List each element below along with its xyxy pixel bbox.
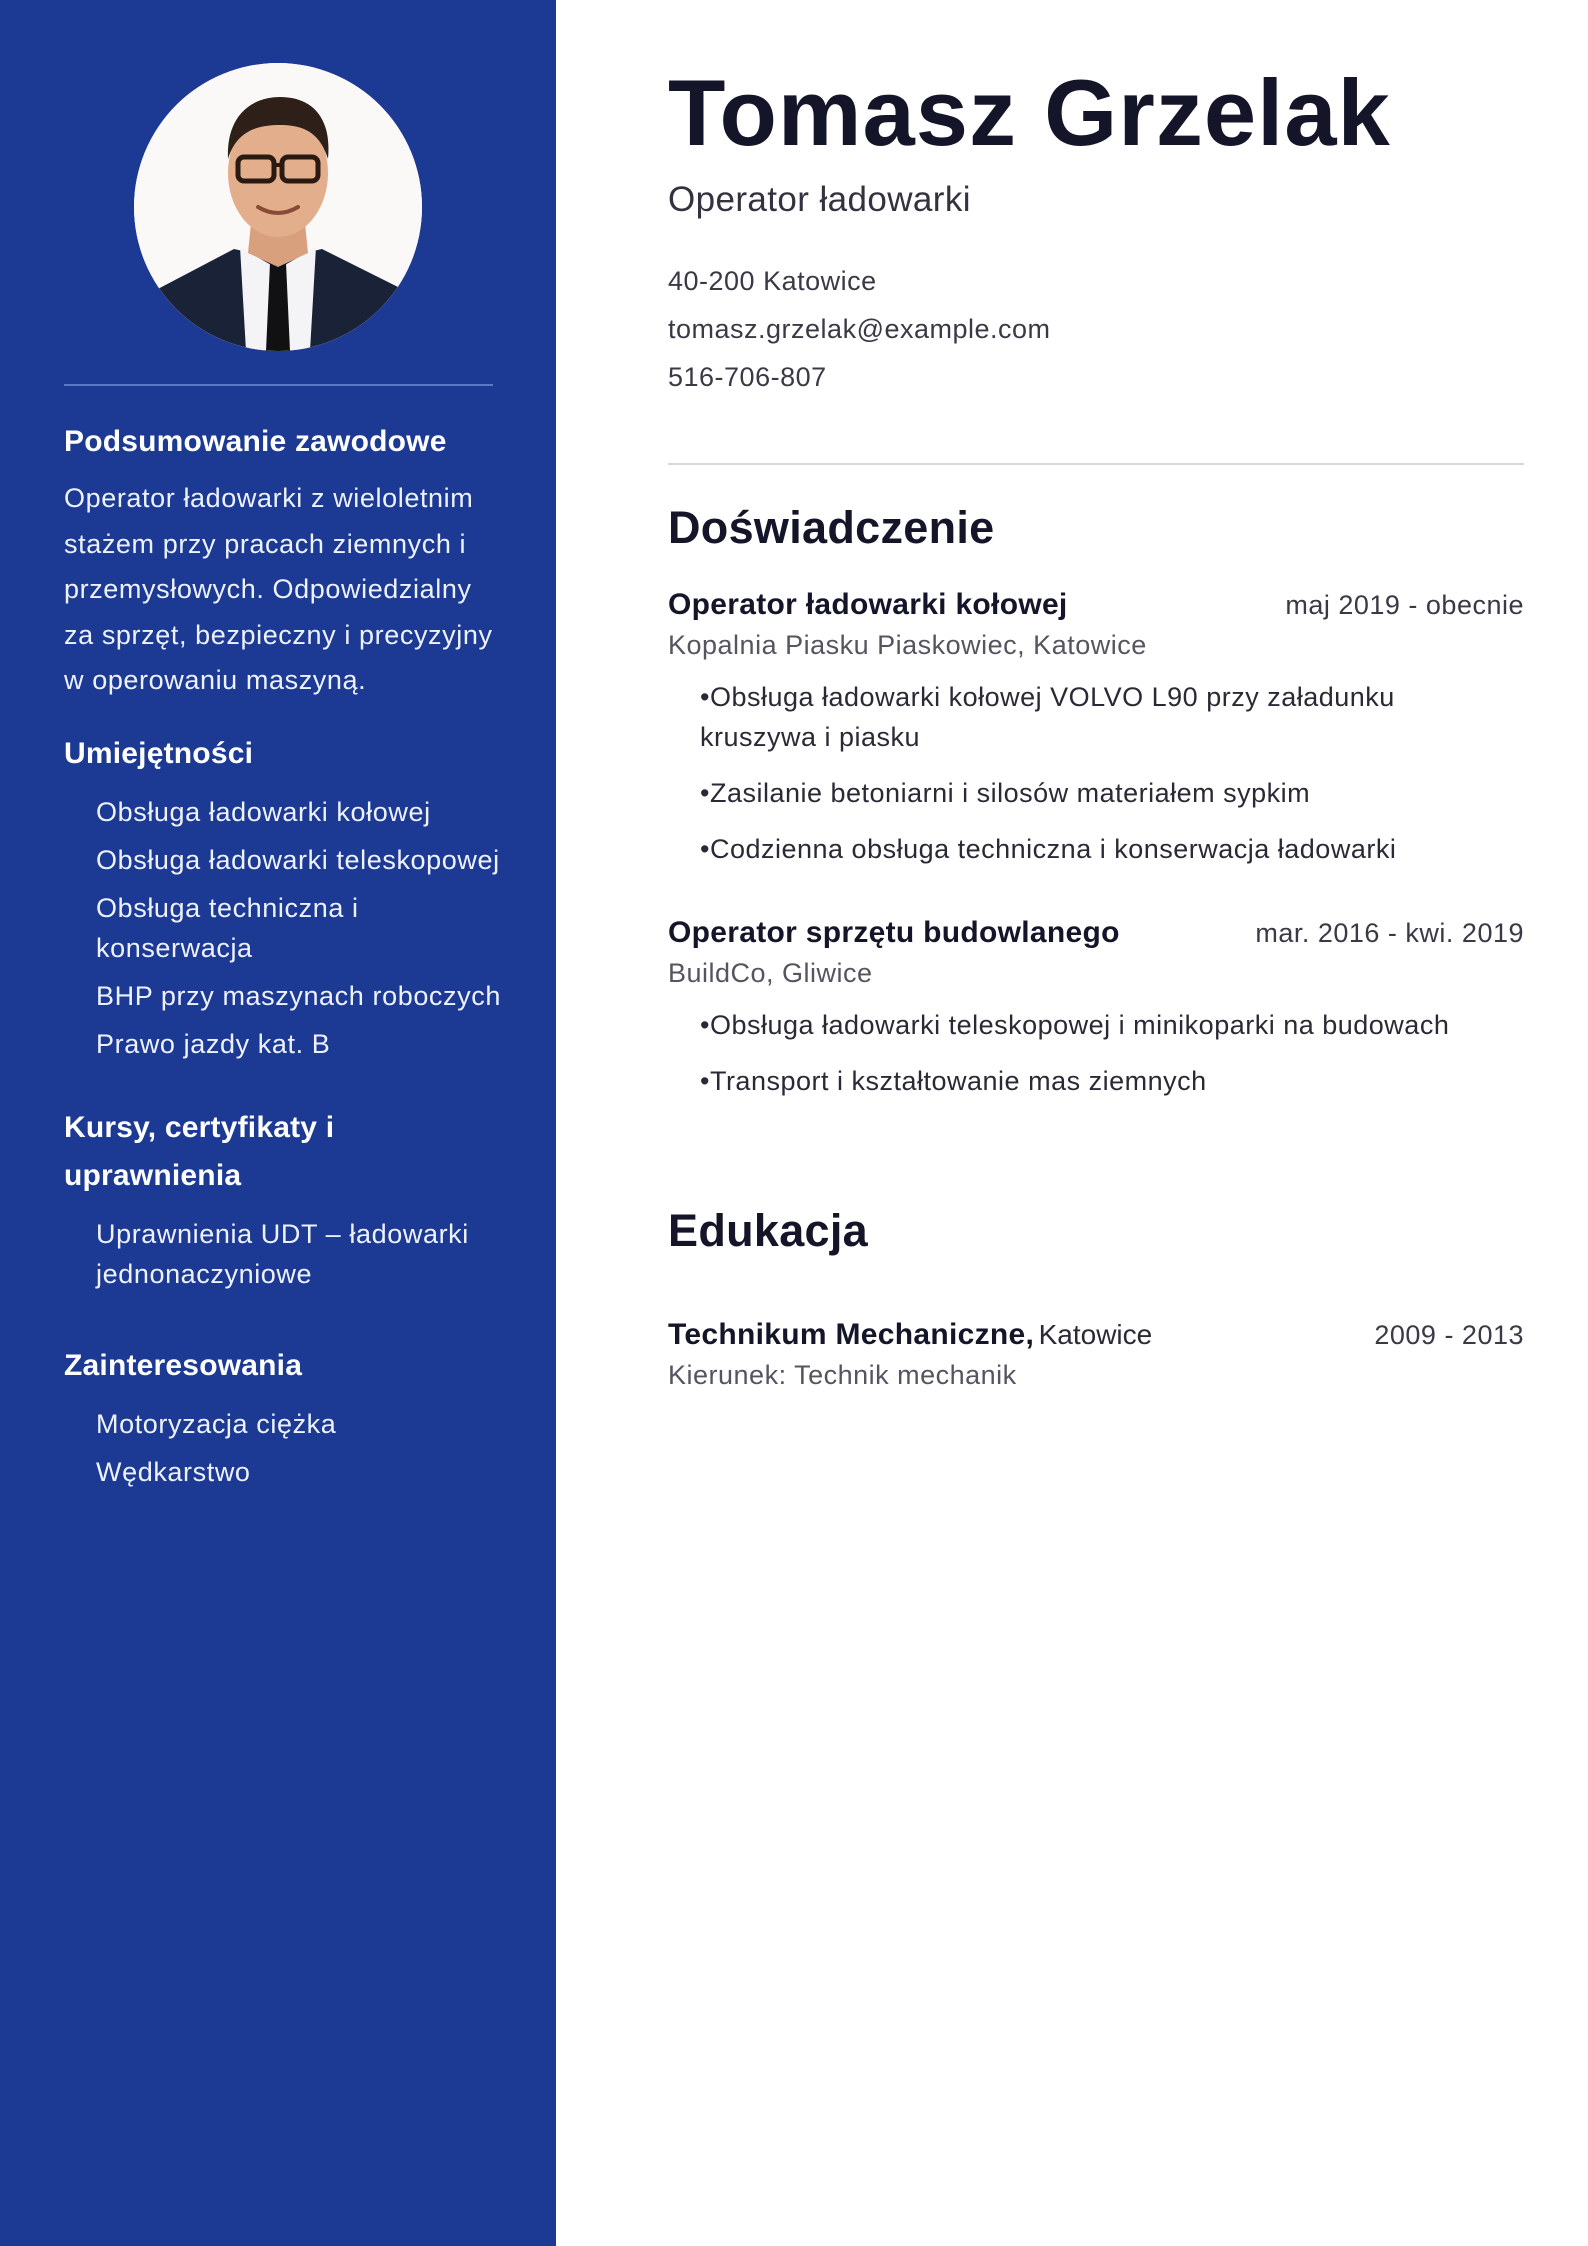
summary-section [64,418,504,704]
skill-item: Obsługa ładowarki teleskopowej [96,844,500,875]
job-entry [668,916,1524,1117]
candidate-name: Tomasz Grzelak [668,60,1391,165]
skills-heading: Umiejętności [64,736,254,770]
contact-address: 40-200 Katowice [668,266,877,296]
job-bullet: • Obsługa ładowarki teleskopowej i minikoparki na budowach [700,1005,1500,1045]
skill-item: Prawo jazdy kat. B [96,1028,331,1059]
courses-section [64,1104,504,1294]
job-bullets [668,1005,1524,1101]
education-city: Katowice [1038,1319,1153,1350]
job-bullets [668,677,1524,869]
job-bullet: • Codzienna obsługa techniczna i konserwacja ładowarki [700,829,1500,869]
job-bullet: • Zasilanie betoniarni i silosów materiałem sypkim [700,773,1500,813]
interest-item: Wędkarstwo [96,1456,251,1487]
courses-list [64,1214,504,1294]
education-field: Kierunek: Technik mechanik [668,1360,1017,1390]
interests-list [64,1404,504,1492]
education-school: Technikum Mechaniczne, [668,1318,1035,1351]
profile-photo [134,63,422,351]
interest-item: Motoryzacja ciężka [96,1408,337,1439]
education-dates: 2009 - 2013 [1374,1320,1524,1350]
job-title: Operator ładowarki kołowej [668,588,1068,621]
course-item: Uprawnienia UDT – ładowarki jednonaczyniowe [96,1218,469,1289]
job-dates: mar. 2016 - kwi. 2019 [1255,918,1524,948]
interests-section [64,1342,504,1492]
summary-heading: Podsumowanie zawodowe [64,425,447,458]
experience-heading: Doświadczenie [668,502,995,553]
education-entry [668,1318,1524,1391]
summary-text: Operator ładowarki z wieloletnim stażem przy pracach ziemnych i przemysłowych. Odpowiedzialny za sprzęt, bezpieczny i precyzyjny w operowaniu maszyną. [64,483,493,695]
sidebar-content [64,418,504,1500]
job-entry [668,588,1524,885]
candidate-role: Operator ładowarki [668,180,971,219]
sidebar-divider [64,384,493,386]
skill-item: BHP przy maszynach roboczych [96,980,501,1011]
courses-heading: Kursy, certyfikaty i uprawnienia [64,1110,335,1192]
job-title: Operator sprzętu budowlanego [668,916,1120,949]
job-company: BuildCo, Gliwice [668,958,873,988]
person-portrait-icon [134,63,422,351]
interests-heading: Zainteresowania [64,1348,303,1382]
skills-section [64,730,504,1064]
skill-item: Obsługa ładowarki kołowej [96,796,431,827]
job-dates: maj 2019 - obecnie [1285,590,1524,620]
job-bullet: • Obsługa ładowarki kołowej VOLVO L90 przy załadunku kruszywa i piasku [700,677,1500,757]
contact-phone[interactable]: 516-706-807 [668,362,827,392]
skills-list [64,792,504,1064]
skill-item: Obsługa techniczna i konserwacja [96,892,359,963]
education-heading: Edukacja [668,1205,868,1256]
sidebar [0,0,556,2246]
job-bullet: • Transport i kształtowanie mas ziemnych [700,1061,1500,1101]
contact-email[interactable]: tomasz.grzelak@example.com [668,314,1051,344]
header-divider [668,463,1524,465]
job-company: Kopalnia Piasku Piaskowiec, Katowice [668,630,1147,660]
